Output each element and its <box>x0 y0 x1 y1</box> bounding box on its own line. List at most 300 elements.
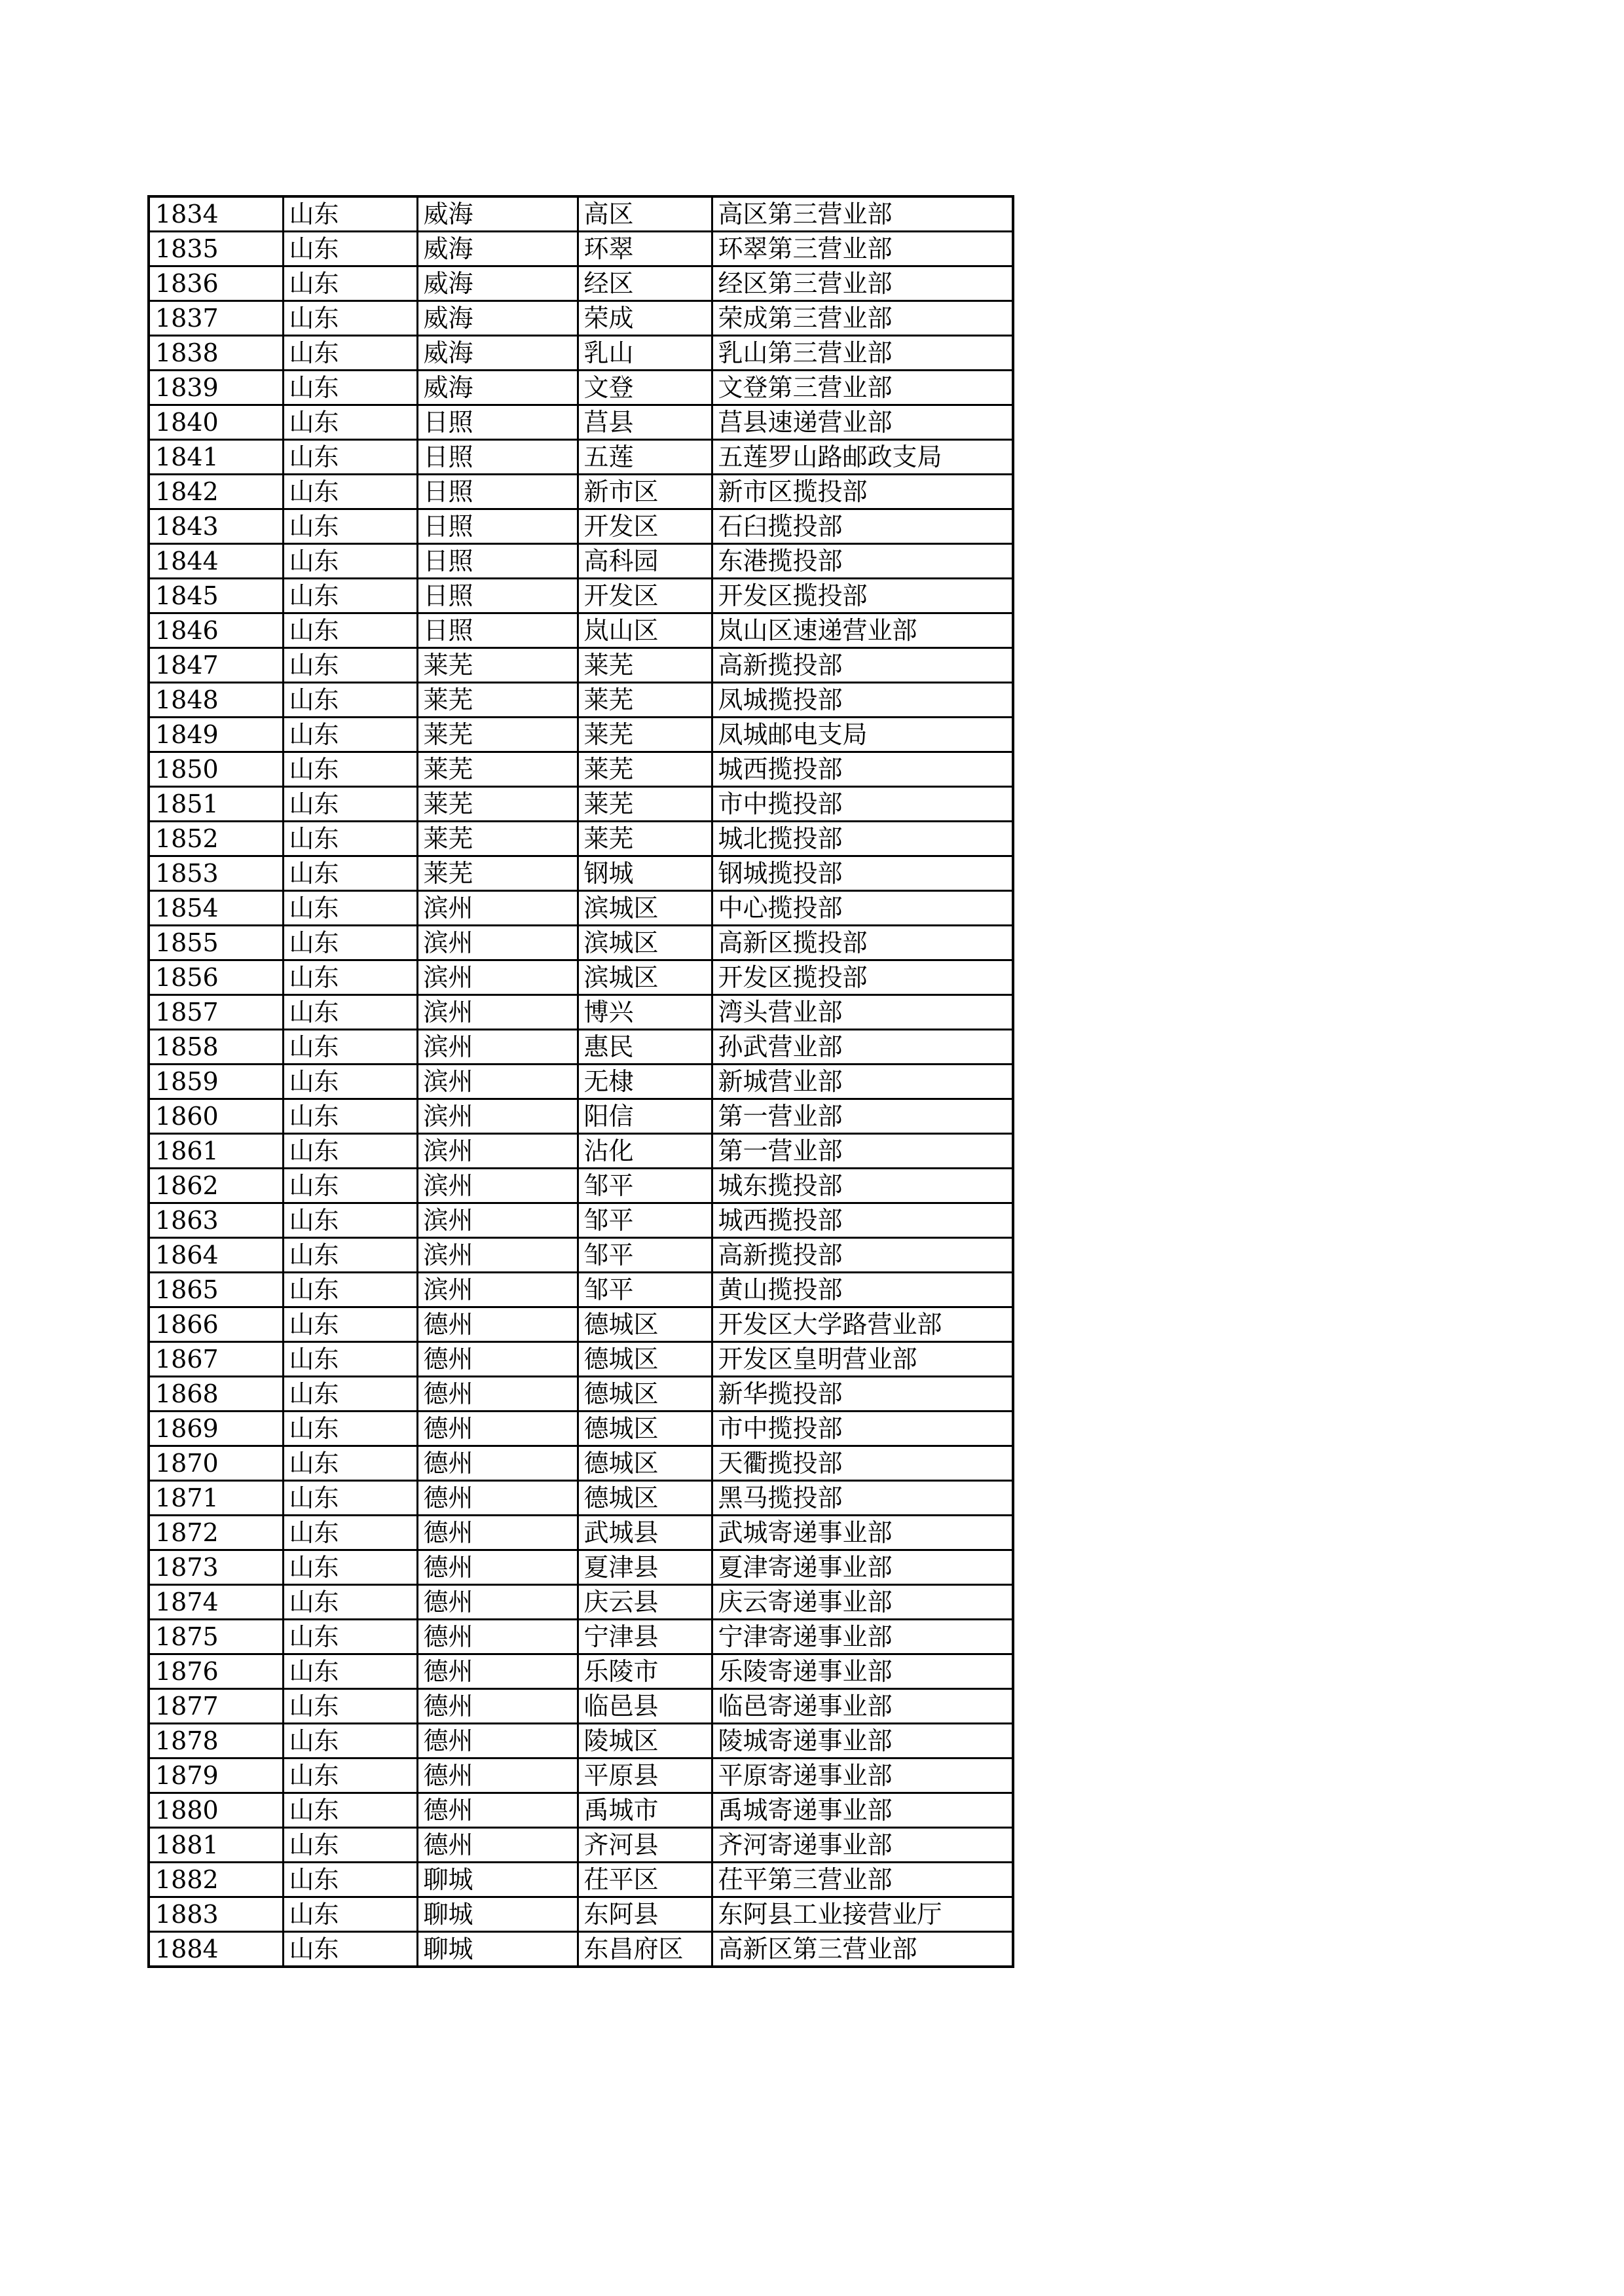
cell-id: 1834 <box>149 196 283 232</box>
table-row <box>149 1099 1013 1134</box>
cell-city: 滨州 <box>417 926 578 960</box>
table-row <box>149 1446 1013 1481</box>
cell-province: 山东 <box>283 1620 417 1654</box>
cell-city: 滨州 <box>417 1099 578 1134</box>
cell-city: 莱芜 <box>417 683 578 718</box>
cell-province: 山东 <box>283 301 417 336</box>
cell-id: 1884 <box>149 1932 283 1967</box>
table-row <box>149 1758 1013 1793</box>
cell-id: 1878 <box>149 1724 283 1758</box>
cell-province: 山东 <box>283 1758 417 1793</box>
cell-city: 滨州 <box>417 1065 578 1099</box>
cell-province: 山东 <box>283 579 417 613</box>
table-row <box>149 683 1013 718</box>
table-row <box>149 1030 1013 1065</box>
cell-id: 1857 <box>149 995 283 1030</box>
table-row <box>149 1412 1013 1446</box>
table-row <box>149 266 1013 301</box>
cell-province: 山东 <box>283 891 417 926</box>
cell-district: 滨城区 <box>578 960 712 995</box>
cell-district: 宁津县 <box>578 1620 712 1654</box>
table-row <box>149 926 1013 960</box>
cell-city: 德州 <box>417 1307 578 1342</box>
cell-unit: 莒县速递营业部 <box>712 405 1013 440</box>
cell-unit: 第一营业部 <box>712 1134 1013 1169</box>
cell-province: 山东 <box>283 336 417 371</box>
cell-district: 德城区 <box>578 1377 712 1412</box>
cell-district: 钢城 <box>578 856 712 891</box>
cell-city: 聊城 <box>417 1932 578 1967</box>
cell-province: 山东 <box>283 1203 417 1238</box>
cell-district: 东昌府区 <box>578 1932 712 1967</box>
table-row <box>149 1307 1013 1342</box>
cell-unit: 庆云寄递事业部 <box>712 1585 1013 1620</box>
cell-id: 1859 <box>149 1065 283 1099</box>
cell-id: 1879 <box>149 1758 283 1793</box>
cell-id: 1858 <box>149 1030 283 1065</box>
cell-city: 德州 <box>417 1550 578 1585</box>
cell-id: 1851 <box>149 787 283 822</box>
cell-city: 德州 <box>417 1654 578 1689</box>
cell-province: 山东 <box>283 475 417 509</box>
cell-id: 1839 <box>149 371 283 405</box>
table-row <box>149 856 1013 891</box>
cell-province: 山东 <box>283 822 417 856</box>
cell-unit: 新市区揽投部 <box>712 475 1013 509</box>
cell-province: 山东 <box>283 1724 417 1758</box>
table-row <box>149 1169 1013 1203</box>
cell-unit: 高区第三营业部 <box>712 196 1013 232</box>
cell-district: 开发区 <box>578 579 712 613</box>
cell-id: 1875 <box>149 1620 283 1654</box>
cell-city: 莱芜 <box>417 822 578 856</box>
cell-district: 德城区 <box>578 1342 712 1377</box>
cell-province: 山东 <box>283 1550 417 1585</box>
cell-id: 1850 <box>149 752 283 787</box>
table-row <box>149 995 1013 1030</box>
cell-city: 日照 <box>417 579 578 613</box>
table-row <box>149 1724 1013 1758</box>
cell-district: 乐陵市 <box>578 1654 712 1689</box>
cell-province: 山东 <box>283 1307 417 1342</box>
cell-unit: 东阿县工业接营业厅 <box>712 1897 1013 1932</box>
table-row <box>149 1065 1013 1099</box>
cell-unit: 禹城寄递事业部 <box>712 1793 1013 1828</box>
cell-unit: 新城营业部 <box>712 1065 1013 1099</box>
cell-province: 山东 <box>283 1099 417 1134</box>
cell-city: 滨州 <box>417 960 578 995</box>
cell-city: 德州 <box>417 1377 578 1412</box>
cell-province: 山东 <box>283 544 417 579</box>
cell-province: 山东 <box>283 995 417 1030</box>
cell-id: 1860 <box>149 1099 283 1134</box>
table-row <box>149 1620 1013 1654</box>
cell-province: 山东 <box>283 1446 417 1481</box>
cell-city: 德州 <box>417 1516 578 1550</box>
cell-city: 德州 <box>417 1481 578 1516</box>
cell-unit: 夏津寄递事业部 <box>712 1550 1013 1585</box>
cell-unit: 高新区第三营业部 <box>712 1932 1013 1967</box>
cell-unit: 高新区揽投部 <box>712 926 1013 960</box>
cell-id: 1843 <box>149 509 283 544</box>
cell-district: 临邑县 <box>578 1689 712 1724</box>
cell-id: 1835 <box>149 232 283 266</box>
cell-id: 1847 <box>149 648 283 683</box>
table-row <box>149 822 1013 856</box>
cell-district: 邹平 <box>578 1203 712 1238</box>
cell-city: 威海 <box>417 371 578 405</box>
cell-city: 日照 <box>417 509 578 544</box>
cell-unit: 湾头营业部 <box>712 995 1013 1030</box>
cell-unit: 荣成第三营业部 <box>712 301 1013 336</box>
cell-city: 德州 <box>417 1412 578 1446</box>
cell-province: 山东 <box>283 1238 417 1273</box>
cell-province: 山东 <box>283 683 417 718</box>
cell-city: 滨州 <box>417 1030 578 1065</box>
cell-city: 莱芜 <box>417 718 578 752</box>
cell-city: 威海 <box>417 301 578 336</box>
cell-province: 山东 <box>283 856 417 891</box>
cell-city: 德州 <box>417 1724 578 1758</box>
cell-id: 1838 <box>149 336 283 371</box>
table-row <box>149 1863 1013 1897</box>
cell-city: 滨州 <box>417 1203 578 1238</box>
cell-district: 茌平区 <box>578 1863 712 1897</box>
cell-province: 山东 <box>283 1342 417 1377</box>
table-row <box>149 509 1013 544</box>
cell-province: 山东 <box>283 1828 417 1863</box>
cell-unit: 高新揽投部 <box>712 648 1013 683</box>
cell-id: 1877 <box>149 1689 283 1724</box>
cell-id: 1870 <box>149 1446 283 1481</box>
cell-district: 荣成 <box>578 301 712 336</box>
cell-unit: 陵城寄递事业部 <box>712 1724 1013 1758</box>
cell-city: 日照 <box>417 613 578 648</box>
cell-province: 山东 <box>283 1273 417 1307</box>
table-row <box>149 579 1013 613</box>
cell-province: 山东 <box>283 509 417 544</box>
cell-province: 山东 <box>283 371 417 405</box>
cell-id: 1872 <box>149 1516 283 1550</box>
cell-unit: 平原寄递事业部 <box>712 1758 1013 1793</box>
cell-city: 日照 <box>417 475 578 509</box>
cell-province: 山东 <box>283 787 417 822</box>
cell-unit: 第一营业部 <box>712 1099 1013 1134</box>
cell-district: 莱芜 <box>578 787 712 822</box>
cell-unit: 武城寄递事业部 <box>712 1516 1013 1550</box>
cell-id: 1874 <box>149 1585 283 1620</box>
cell-id: 1881 <box>149 1828 283 1863</box>
cell-province: 山东 <box>283 405 417 440</box>
cell-id: 1853 <box>149 856 283 891</box>
cell-id: 1837 <box>149 301 283 336</box>
cell-city: 日照 <box>417 440 578 475</box>
cell-city: 德州 <box>417 1689 578 1724</box>
cell-id: 1869 <box>149 1412 283 1446</box>
cell-unit: 天衢揽投部 <box>712 1446 1013 1481</box>
cell-unit: 高新揽投部 <box>712 1238 1013 1273</box>
cell-district: 新市区 <box>578 475 712 509</box>
table-row <box>149 1654 1013 1689</box>
cell-unit: 临邑寄递事业部 <box>712 1689 1013 1724</box>
cell-id: 1876 <box>149 1654 283 1689</box>
table-row <box>149 544 1013 579</box>
table-row <box>149 1689 1013 1724</box>
cell-city: 威海 <box>417 196 578 232</box>
cell-province: 山东 <box>283 1585 417 1620</box>
cell-province: 山东 <box>283 960 417 995</box>
table-row <box>149 301 1013 336</box>
cell-district: 环翠 <box>578 232 712 266</box>
cell-city: 莱芜 <box>417 648 578 683</box>
cell-unit: 开发区皇明营业部 <box>712 1342 1013 1377</box>
cell-unit: 石臼揽投部 <box>712 509 1013 544</box>
table-row <box>149 1550 1013 1585</box>
cell-district: 滨城区 <box>578 891 712 926</box>
cell-id: 1856 <box>149 960 283 995</box>
cell-id: 1841 <box>149 440 283 475</box>
cell-id: 1849 <box>149 718 283 752</box>
cell-city: 滨州 <box>417 891 578 926</box>
cell-district: 岚山区 <box>578 613 712 648</box>
table-row <box>149 232 1013 266</box>
cell-city: 滨州 <box>417 1134 578 1169</box>
cell-unit: 市中揽投部 <box>712 1412 1013 1446</box>
cell-city: 滨州 <box>417 1169 578 1203</box>
cell-unit: 孙武营业部 <box>712 1030 1013 1065</box>
cell-district: 惠民 <box>578 1030 712 1065</box>
cell-unit: 开发区揽投部 <box>712 960 1013 995</box>
table-row <box>149 1793 1013 1828</box>
table-row <box>149 1516 1013 1550</box>
cell-province: 山东 <box>283 1897 417 1932</box>
cell-id: 1864 <box>149 1238 283 1273</box>
table-row <box>149 1585 1013 1620</box>
cell-city: 德州 <box>417 1620 578 1654</box>
cell-id: 1883 <box>149 1897 283 1932</box>
cell-province: 山东 <box>283 752 417 787</box>
cell-district: 滨城区 <box>578 926 712 960</box>
cell-district: 德城区 <box>578 1446 712 1481</box>
cell-district: 禹城市 <box>578 1793 712 1828</box>
table-row <box>149 1273 1013 1307</box>
table-row <box>149 648 1013 683</box>
cell-district: 陵城区 <box>578 1724 712 1758</box>
table-row <box>149 336 1013 371</box>
cell-id: 1844 <box>149 544 283 579</box>
table-row <box>149 1897 1013 1932</box>
cell-district: 齐河县 <box>578 1828 712 1863</box>
cell-district: 五莲 <box>578 440 712 475</box>
cell-province: 山东 <box>283 1065 417 1099</box>
cell-id: 1868 <box>149 1377 283 1412</box>
cell-city: 德州 <box>417 1446 578 1481</box>
table-row <box>149 1481 1013 1516</box>
cell-city: 莱芜 <box>417 856 578 891</box>
cell-district: 开发区 <box>578 509 712 544</box>
cell-unit: 宁津寄递事业部 <box>712 1620 1013 1654</box>
cell-district: 邹平 <box>578 1238 712 1273</box>
cell-district: 高区 <box>578 196 712 232</box>
table-row <box>149 1828 1013 1863</box>
cell-province: 山东 <box>283 1863 417 1897</box>
cell-id: 1845 <box>149 579 283 613</box>
table-row <box>149 752 1013 787</box>
cell-province: 山东 <box>283 440 417 475</box>
cell-city: 日照 <box>417 405 578 440</box>
cell-district: 德城区 <box>578 1481 712 1516</box>
table-row <box>149 1342 1013 1377</box>
cell-id: 1873 <box>149 1550 283 1585</box>
cell-unit: 新华揽投部 <box>712 1377 1013 1412</box>
table-row <box>149 787 1013 822</box>
cell-district: 莱芜 <box>578 718 712 752</box>
cell-district: 文登 <box>578 371 712 405</box>
table-row <box>149 718 1013 752</box>
cell-unit: 茌平第三营业部 <box>712 1863 1013 1897</box>
cell-province: 山东 <box>283 718 417 752</box>
cell-district: 德城区 <box>578 1412 712 1446</box>
table-row <box>149 196 1013 232</box>
table-row <box>149 440 1013 475</box>
cell-district: 东阿县 <box>578 1897 712 1932</box>
cell-unit: 中心揽投部 <box>712 891 1013 926</box>
cell-id: 1854 <box>149 891 283 926</box>
cell-city: 德州 <box>417 1828 578 1863</box>
cell-province: 山东 <box>283 1169 417 1203</box>
cell-city: 聊城 <box>417 1897 578 1932</box>
data-table <box>147 195 1014 1968</box>
cell-id: 1880 <box>149 1793 283 1828</box>
cell-province: 山东 <box>283 196 417 232</box>
cell-unit: 东港揽投部 <box>712 544 1013 579</box>
table-row <box>149 613 1013 648</box>
table-row <box>149 475 1013 509</box>
cell-district: 无棣 <box>578 1065 712 1099</box>
cell-unit: 城北揽投部 <box>712 822 1013 856</box>
table-row <box>149 1932 1013 1967</box>
cell-district: 沾化 <box>578 1134 712 1169</box>
cell-unit: 乳山第三营业部 <box>712 336 1013 371</box>
cell-city: 莱芜 <box>417 752 578 787</box>
cell-unit: 环翠第三营业部 <box>712 232 1013 266</box>
cell-id: 1852 <box>149 822 283 856</box>
cell-id: 1867 <box>149 1342 283 1377</box>
cell-district: 邹平 <box>578 1273 712 1307</box>
cell-district: 阳信 <box>578 1099 712 1134</box>
cell-unit: 五莲罗山路邮政支局 <box>712 440 1013 475</box>
table-row <box>149 891 1013 926</box>
table-row <box>149 1134 1013 1169</box>
cell-unit: 黑马揽投部 <box>712 1481 1013 1516</box>
cell-id: 1863 <box>149 1203 283 1238</box>
cell-unit: 凤城邮电支局 <box>712 718 1013 752</box>
cell-district: 平原县 <box>578 1758 712 1793</box>
cell-city: 日照 <box>417 544 578 579</box>
cell-province: 山东 <box>283 1481 417 1516</box>
cell-unit: 黄山揽投部 <box>712 1273 1013 1307</box>
cell-city: 德州 <box>417 1585 578 1620</box>
cell-district: 乳山 <box>578 336 712 371</box>
cell-unit: 钢城揽投部 <box>712 856 1013 891</box>
cell-unit: 开发区揽投部 <box>712 579 1013 613</box>
cell-unit: 乐陵寄递事业部 <box>712 1654 1013 1689</box>
cell-city: 威海 <box>417 266 578 301</box>
cell-district: 莱芜 <box>578 752 712 787</box>
cell-district: 夏津县 <box>578 1550 712 1585</box>
table-row <box>149 1238 1013 1273</box>
cell-id: 1861 <box>149 1134 283 1169</box>
cell-district: 邹平 <box>578 1169 712 1203</box>
cell-district: 高科园 <box>578 544 712 579</box>
cell-province: 山东 <box>283 1793 417 1828</box>
cell-city: 聊城 <box>417 1863 578 1897</box>
cell-unit: 开发区大学路营业部 <box>712 1307 1013 1342</box>
cell-id: 1862 <box>149 1169 283 1203</box>
cell-district: 经区 <box>578 266 712 301</box>
cell-city: 滨州 <box>417 995 578 1030</box>
cell-id: 1871 <box>149 1481 283 1516</box>
cell-district: 莱芜 <box>578 822 712 856</box>
cell-id: 1865 <box>149 1273 283 1307</box>
cell-unit: 齐河寄递事业部 <box>712 1828 1013 1863</box>
cell-city: 德州 <box>417 1342 578 1377</box>
cell-city: 德州 <box>417 1793 578 1828</box>
cell-province: 山东 <box>283 1654 417 1689</box>
cell-city: 滨州 <box>417 1238 578 1273</box>
cell-province: 山东 <box>283 232 417 266</box>
cell-province: 山东 <box>283 1377 417 1412</box>
cell-province: 山东 <box>283 1932 417 1967</box>
cell-district: 莒县 <box>578 405 712 440</box>
cell-city: 威海 <box>417 232 578 266</box>
cell-city: 滨州 <box>417 1273 578 1307</box>
cell-unit: 岚山区速递营业部 <box>712 613 1013 648</box>
cell-district: 德城区 <box>578 1307 712 1342</box>
cell-id: 1882 <box>149 1863 283 1897</box>
cell-province: 山东 <box>283 1412 417 1446</box>
table-row <box>149 371 1013 405</box>
cell-province: 山东 <box>283 613 417 648</box>
cell-city: 威海 <box>417 336 578 371</box>
cell-id: 1846 <box>149 613 283 648</box>
cell-province: 山东 <box>283 648 417 683</box>
table-row <box>149 960 1013 995</box>
cell-city: 莱芜 <box>417 787 578 822</box>
cell-province: 山东 <box>283 1134 417 1169</box>
cell-district: 莱芜 <box>578 683 712 718</box>
cell-id: 1842 <box>149 475 283 509</box>
cell-district: 莱芜 <box>578 648 712 683</box>
cell-unit: 凤城揽投部 <box>712 683 1013 718</box>
cell-unit: 城东揽投部 <box>712 1169 1013 1203</box>
cell-province: 山东 <box>283 1516 417 1550</box>
cell-id: 1840 <box>149 405 283 440</box>
table-row <box>149 405 1013 440</box>
cell-province: 山东 <box>283 266 417 301</box>
table-row <box>149 1377 1013 1412</box>
cell-unit: 经区第三营业部 <box>712 266 1013 301</box>
cell-province: 山东 <box>283 1689 417 1724</box>
cell-province: 山东 <box>283 926 417 960</box>
cell-district: 庆云县 <box>578 1585 712 1620</box>
cell-id: 1866 <box>149 1307 283 1342</box>
cell-id: 1855 <box>149 926 283 960</box>
table-row <box>149 1203 1013 1238</box>
cell-id: 1836 <box>149 266 283 301</box>
cell-unit: 城西揽投部 <box>712 1203 1013 1238</box>
cell-district: 博兴 <box>578 995 712 1030</box>
